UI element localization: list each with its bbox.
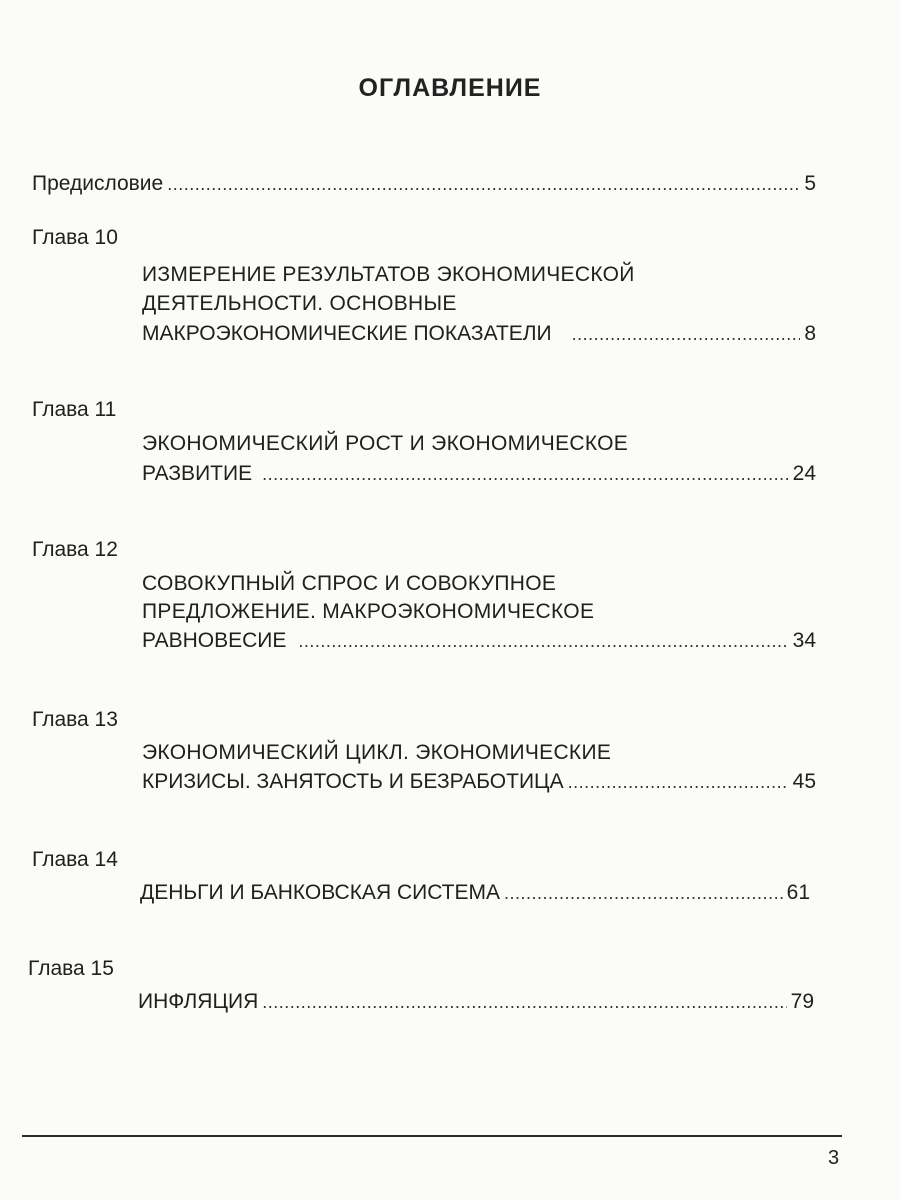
page-title: ОГЛАВЛЕНИЕ (358, 74, 542, 102)
chapter-title-line: ИЗМЕРЕНИЕ РЕЗУЛЬТАТОВ ЭКОНОМИЧЕСКОЙ (142, 263, 635, 286)
chapter-heading: Глава 14 (32, 848, 118, 871)
chapter-title-line: КРИЗИСЫ. ЗАНЯТОСТЬ И БЕЗРАБОТИЦА (142, 770, 564, 793)
chapter-title-line: ЭКОНОМИЧЕСКИЙ ЦИКЛ. ЭКОНОМИЧЕСКИЕ (142, 741, 612, 764)
chapter-title-line: ЭКОНОМИЧЕСКИЙ РОСТ И ЭКОНОМИЧЕСКОЕ (142, 432, 629, 455)
chapter-title-line: ДЕНЬГИ И БАНКОВСКАЯ СИСТЕМА (140, 881, 501, 904)
chapter-heading: Глава 10 (32, 226, 118, 249)
dot-leader (262, 992, 786, 1013)
chapter-heading: Глава 13 (32, 708, 118, 731)
chapter-title-line: МАКРОЭКОНОМИЧЕСКИЕ ПОКАЗАТЕЛИ (142, 322, 552, 345)
dot-leader (504, 883, 783, 904)
toc-page-number: 79 (790, 990, 814, 1013)
toc-page-number: 5 (804, 172, 816, 195)
chapter-heading: Глава 11 (32, 398, 117, 421)
toc-page-number: 34 (792, 629, 816, 652)
chapter-title-line: РАЗВИТИЕ (142, 462, 253, 485)
chapter-heading: Глава 15 (28, 957, 114, 980)
dot-leader (167, 174, 800, 195)
toc-entry-last-line (140, 881, 810, 905)
chapter-heading: Глава 12 (32, 538, 118, 561)
dot-leader (262, 464, 789, 485)
toc-page-number: 45 (792, 770, 816, 793)
toc-entry-last-line (142, 322, 816, 346)
footer-rule (22, 1135, 842, 1137)
toc-entry-last-line (142, 462, 816, 486)
toc-page-number: 24 (792, 462, 816, 485)
dot-leader (568, 772, 789, 793)
toc-entry-last-line (142, 629, 816, 653)
chapter-title-line: ПРЕДЛОЖЕНИЕ. МАКРОЭКОНОМИЧЕСКОЕ (142, 600, 595, 623)
chapter-title-line: РАВНОВЕСИЕ (142, 629, 287, 652)
toc-page-number: 61 (786, 881, 810, 904)
dot-leader (298, 631, 788, 652)
chapter-title-line: СОВОКУПНЫЙ СПРОС И СОВОКУПНОЕ (142, 572, 557, 595)
toc-entry-preface (32, 172, 816, 196)
dot-leader (572, 324, 801, 345)
chapter-title-line: ДЕЯТЕЛЬНОСТИ. ОСНОВНЫЕ (142, 292, 457, 315)
toc-entry-label: Предисловие (32, 172, 164, 195)
toc-page-number: 8 (804, 322, 816, 345)
toc-entry-last-line (138, 990, 814, 1014)
toc-entry-last-line (142, 770, 816, 794)
chapter-title-line: ИНФЛЯЦИЯ (138, 990, 259, 1013)
page-number: 3 (828, 1147, 840, 1169)
